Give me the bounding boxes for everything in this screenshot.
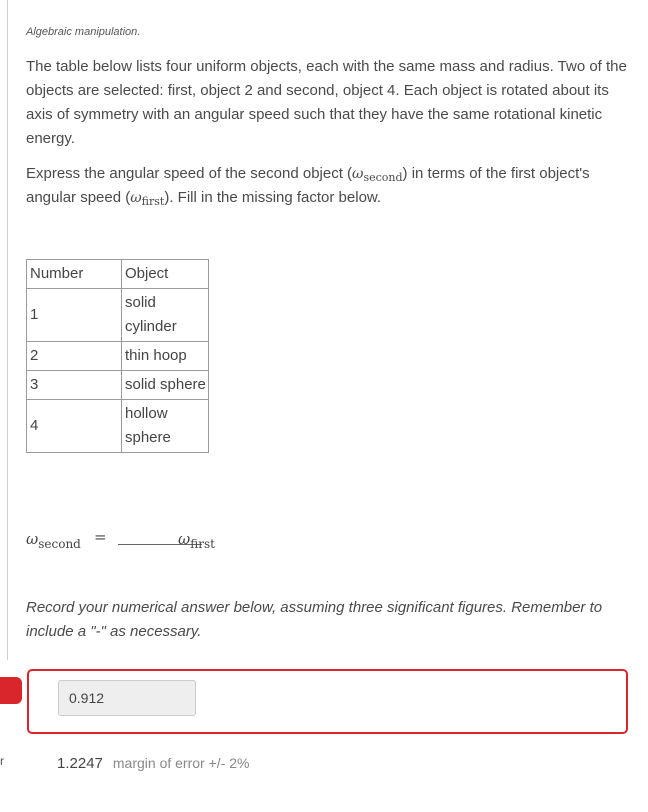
equation-equals-sign: = [94, 528, 107, 546]
margin-of-error-note: margin of error +/- 2% [112, 755, 250, 771]
question-paragraph-2 [26, 162, 631, 210]
equation-omega-first: $\omega_{first}$ [178, 530, 215, 551]
table-header-row [27, 260, 209, 289]
paragraph-2-part-3: ). Fill in the missing factor below. [164, 189, 382, 206]
question-heading: Algebraic manipulation. [26, 26, 141, 38]
row-object: thin hoop [122, 342, 209, 371]
header-object: Object [122, 260, 209, 289]
correct-answer-value: 1.2247 [57, 755, 103, 772]
paragraph-2-part-1: Express the angular speed of the second object ( [26, 165, 353, 182]
row-number: 1 [27, 289, 122, 342]
row-number: 2 [27, 342, 122, 371]
omega-first-symbol: $\omega_{first}$ [130, 190, 165, 208]
row-object: solid cylinder [122, 289, 209, 342]
omega-second-symbol: $\omega_{second}$ [352, 166, 403, 184]
answer-instructions: Record your numerical answer below, assuming three significant figures. Remember to include a "-" as necessary. [26, 599, 603, 640]
table-row [27, 289, 209, 342]
row-number: 3 [27, 371, 122, 400]
answer-container-incorrect [27, 669, 628, 734]
objects-table [26, 259, 209, 453]
header-number: Number [27, 260, 122, 289]
numerical-answer-input[interactable] [58, 680, 196, 716]
table-row [27, 371, 209, 400]
side-marker: r [0, 754, 4, 768]
row-number: 4 [27, 400, 122, 453]
row-object: solid sphere [122, 371, 209, 400]
incorrect-flag-icon [0, 677, 22, 704]
paragraph-2-part-2: ) in terms of the first object's angular speed ( [26, 165, 590, 206]
equation-omega-second: $\omega_{second}$ [26, 530, 81, 551]
table-row [27, 342, 209, 371]
correct-answer-line [57, 755, 249, 772]
left-border-line [7, 0, 8, 660]
question-paragraph-1: The table below lists four uniform objects, each with the same mass and radius. Two of the objects are selected: first, object 2 and second, object 4. Each object is rotated about its axis of symmetry with an angular speed such that they have the same rotational kinetic energy. [26, 58, 627, 147]
row-object: hollow sphere [122, 400, 209, 453]
table-row [27, 400, 209, 453]
